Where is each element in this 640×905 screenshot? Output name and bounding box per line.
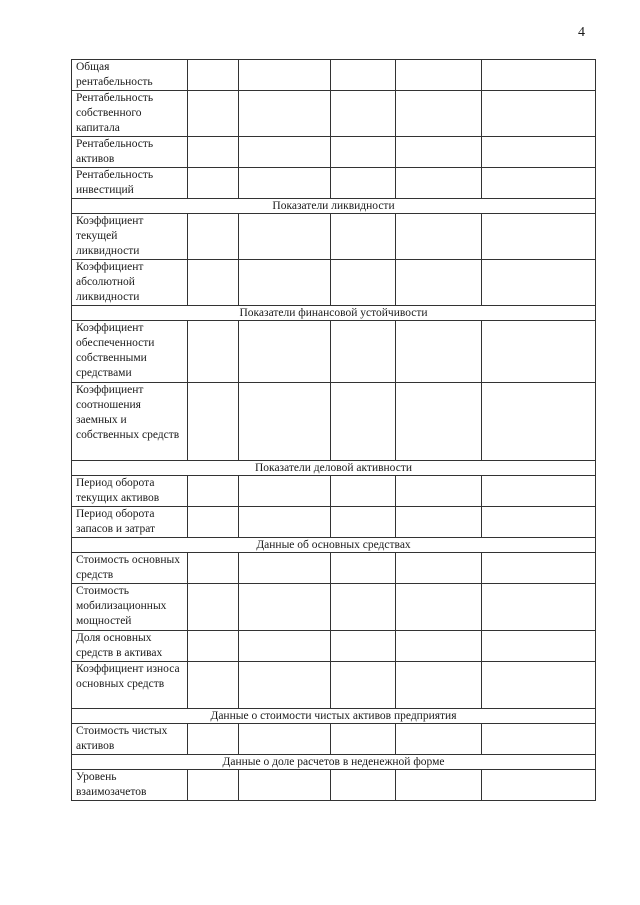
value-cell[interactable] [188,137,239,168]
value-cell[interactable] [188,383,239,461]
section-header: Показатели деловой активности [72,461,596,476]
value-cell[interactable] [331,770,396,801]
value-cell[interactable] [396,60,482,91]
table-row [72,214,596,260]
value-cell[interactable] [239,662,331,709]
value-cell[interactable] [396,724,482,755]
value-cell[interactable] [239,60,331,91]
table-row [72,168,596,199]
indicators-table [71,59,596,801]
indicator-label: Стоимость мобилизационных мощностей [72,584,188,631]
indicator-label: Рентабельность инвестиций [72,168,188,199]
section-header: Показатели ликвидности [72,199,596,214]
table-row [72,476,596,507]
value-cell[interactable] [188,507,239,538]
value-cell[interactable] [188,321,239,383]
value-cell[interactable] [396,168,482,199]
page-number: 4 [578,25,585,40]
value-cell[interactable] [239,168,331,199]
section-header-row [72,199,596,214]
value-cell[interactable] [188,631,239,662]
value-cell[interactable] [396,770,482,801]
value-cell[interactable] [396,260,482,306]
value-cell[interactable] [482,553,596,584]
value-cell[interactable] [188,91,239,137]
value-cell[interactable] [331,662,396,709]
table-row [72,553,596,584]
table-row [72,631,596,662]
section-header: Данные о доле расчетов в неденежной форме [72,755,596,770]
value-cell[interactable] [331,553,396,584]
value-cell[interactable] [482,137,596,168]
table-row [72,770,596,801]
section-header-row [72,306,596,321]
indicator-label: Коэффициент износа основных средств [72,662,188,709]
value-cell[interactable] [331,476,396,507]
value-cell[interactable] [331,321,396,383]
value-cell[interactable] [482,507,596,538]
value-cell[interactable] [239,137,331,168]
section-header-row [72,461,596,476]
value-cell[interactable] [396,214,482,260]
value-cell[interactable] [396,476,482,507]
value-cell[interactable] [482,321,596,383]
section-header-row [72,709,596,724]
value-cell[interactable] [188,553,239,584]
value-cell[interactable] [239,476,331,507]
table-row [72,321,596,383]
table-row [72,260,596,306]
value-cell[interactable] [239,214,331,260]
indicator-label: Рентабельность активов [72,137,188,168]
value-cell[interactable] [482,91,596,137]
table-row [72,662,596,709]
indicator-label: Коэффициент обеспеченности собственными средствами [72,321,188,383]
value-cell[interactable] [396,584,482,631]
value-cell[interactable] [482,383,596,461]
section-header: Показатели финансовой устойчивости [72,306,596,321]
section-header: Данные об основных средствах [72,538,596,553]
table-row [72,91,596,137]
table-row [72,383,596,461]
indicator-label: Рентабельность собственного капитала [72,91,188,137]
indicator-label: Стоимость чистых активов [72,724,188,755]
section-header-row [72,538,596,553]
value-cell[interactable] [188,584,239,631]
value-cell[interactable] [396,631,482,662]
value-cell[interactable] [396,662,482,709]
value-cell[interactable] [239,631,331,662]
value-cell[interactable] [396,137,482,168]
value-cell[interactable] [188,724,239,755]
value-cell[interactable] [482,214,596,260]
value-cell[interactable] [239,507,331,538]
value-cell[interactable] [188,662,239,709]
value-cell[interactable] [331,507,396,538]
value-cell[interactable] [331,260,396,306]
value-cell[interactable] [396,507,482,538]
value-cell[interactable] [482,60,596,91]
value-cell[interactable] [331,631,396,662]
value-cell[interactable] [482,476,596,507]
table-row [72,137,596,168]
table-row [72,584,596,631]
value-cell[interactable] [188,476,239,507]
section-header: Данные о стоимости чистых активов предприятия [72,709,596,724]
value-cell[interactable] [239,553,331,584]
value-cell[interactable] [188,214,239,260]
indicator-label: Доля основных средств в активах [72,631,188,662]
value-cell[interactable] [331,91,396,137]
value-cell[interactable] [188,770,239,801]
value-cell[interactable] [482,631,596,662]
indicator-label: Общая рентабельность [72,60,188,91]
value-cell[interactable] [482,770,596,801]
value-cell[interactable] [239,91,331,137]
value-cell[interactable] [188,168,239,199]
value-cell[interactable] [188,260,239,306]
value-cell[interactable] [482,260,596,306]
indicator-label: Коэффициент абсолютной ликвидности [72,260,188,306]
value-cell[interactable] [239,260,331,306]
value-cell[interactable] [239,383,331,461]
indicator-label: Период оборота текущих активов [72,476,188,507]
value-cell[interactable] [482,168,596,199]
value-cell[interactable] [331,214,396,260]
indicator-label: Период оборота запасов и затрат [72,507,188,538]
value-cell[interactable] [331,584,396,631]
indicator-label: Коэффициент соотношения заемных и собственных средств [72,383,188,461]
value-cell[interactable] [239,321,331,383]
indicator-label: Стоимость основных средств [72,553,188,584]
value-cell[interactable] [331,168,396,199]
value-cell[interactable] [396,383,482,461]
value-cell[interactable] [188,60,239,91]
indicator-label: Коэффициент текущей ликвидности [72,214,188,260]
value-cell[interactable] [331,60,396,91]
value-cell[interactable] [396,553,482,584]
value-cell[interactable] [482,662,596,709]
value-cell[interactable] [482,724,596,755]
indicator-label: Уровень взаимозачетов [72,770,188,801]
table-row [72,60,596,91]
value-cell[interactable] [396,321,482,383]
value-cell[interactable] [239,770,331,801]
value-cell[interactable] [239,584,331,631]
value-cell[interactable] [239,724,331,755]
value-cell[interactable] [331,137,396,168]
value-cell[interactable] [331,724,396,755]
value-cell[interactable] [482,584,596,631]
section-header-row [72,755,596,770]
table-row [72,724,596,755]
value-cell[interactable] [331,383,396,461]
value-cell[interactable] [396,91,482,137]
table-row [72,507,596,538]
